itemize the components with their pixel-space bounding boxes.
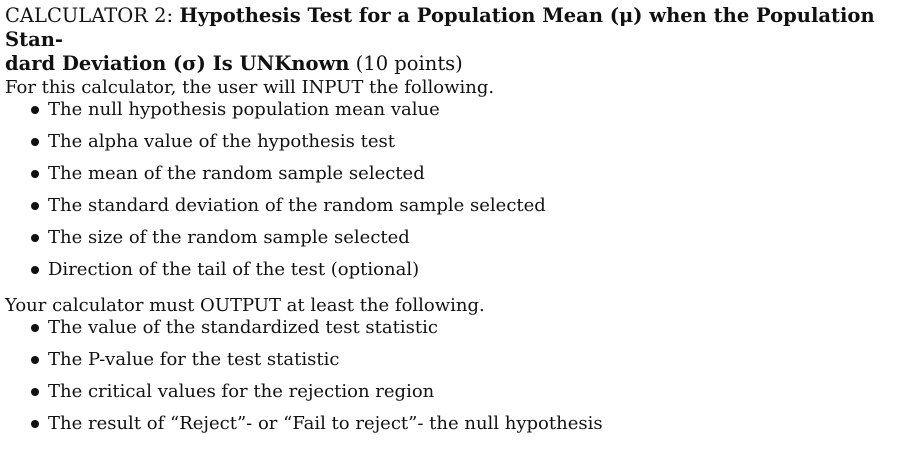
heading-prefix: CALCULATOR 2: (5, 4, 180, 27)
input-item-text: The alpha value of the hypothesis test (48, 131, 395, 152)
output-item-text: The P-value for the test statistic (48, 349, 340, 370)
bullet-icon (31, 106, 39, 114)
list-item (5, 414, 895, 446)
input-item-text: Direction of the tail of the test (optional) (48, 259, 420, 280)
bullet-icon (31, 234, 39, 242)
list-item (5, 382, 895, 414)
input-list (5, 100, 895, 292)
output-item-text: The result of “Reject”- or “Fail to reject”- the null hypothesis (48, 413, 603, 434)
output-item-text: The value of the standardized test statistic (48, 317, 438, 338)
bullet-icon (31, 420, 39, 428)
input-item-text: The mean of the random sample selected (48, 163, 425, 184)
bullet-icon (31, 138, 39, 146)
output-intro: Your calculator must OUTPUT at least the following. (5, 295, 485, 316)
output-list (5, 318, 895, 446)
input-intro: For this calculator, the user will INPUT the following. (5, 77, 495, 98)
bullet-icon (31, 202, 39, 210)
bullet-icon (31, 356, 39, 364)
list-item (5, 132, 895, 164)
input-item-text: The size of the random sample selected (48, 227, 410, 248)
list-item (5, 100, 895, 132)
heading-title-line2: dard Deviation (σ) Is UNKnown (5, 52, 350, 75)
list-item (5, 260, 895, 292)
output-item-text: The critical values for the rejection region (48, 381, 435, 402)
bullet-icon (31, 388, 39, 396)
input-item-text: The standard deviation of the random sample selected (48, 195, 546, 216)
list-item (5, 318, 895, 350)
bullet-icon (31, 324, 39, 332)
input-item-text: The null hypothesis population mean value (48, 99, 440, 120)
bullet-icon (31, 266, 39, 274)
bullet-icon (31, 170, 39, 178)
heading-points: (10 points) (349, 52, 463, 75)
calculator-heading (5, 4, 895, 76)
list-item (5, 350, 895, 382)
assignment-page (5, 4, 895, 446)
list-item (5, 228, 895, 260)
list-item (5, 196, 895, 228)
list-item (5, 164, 895, 196)
heading-title-line1: Hypothesis Test for a Population Mean (μ) when the Population Stan- (5, 4, 875, 51)
